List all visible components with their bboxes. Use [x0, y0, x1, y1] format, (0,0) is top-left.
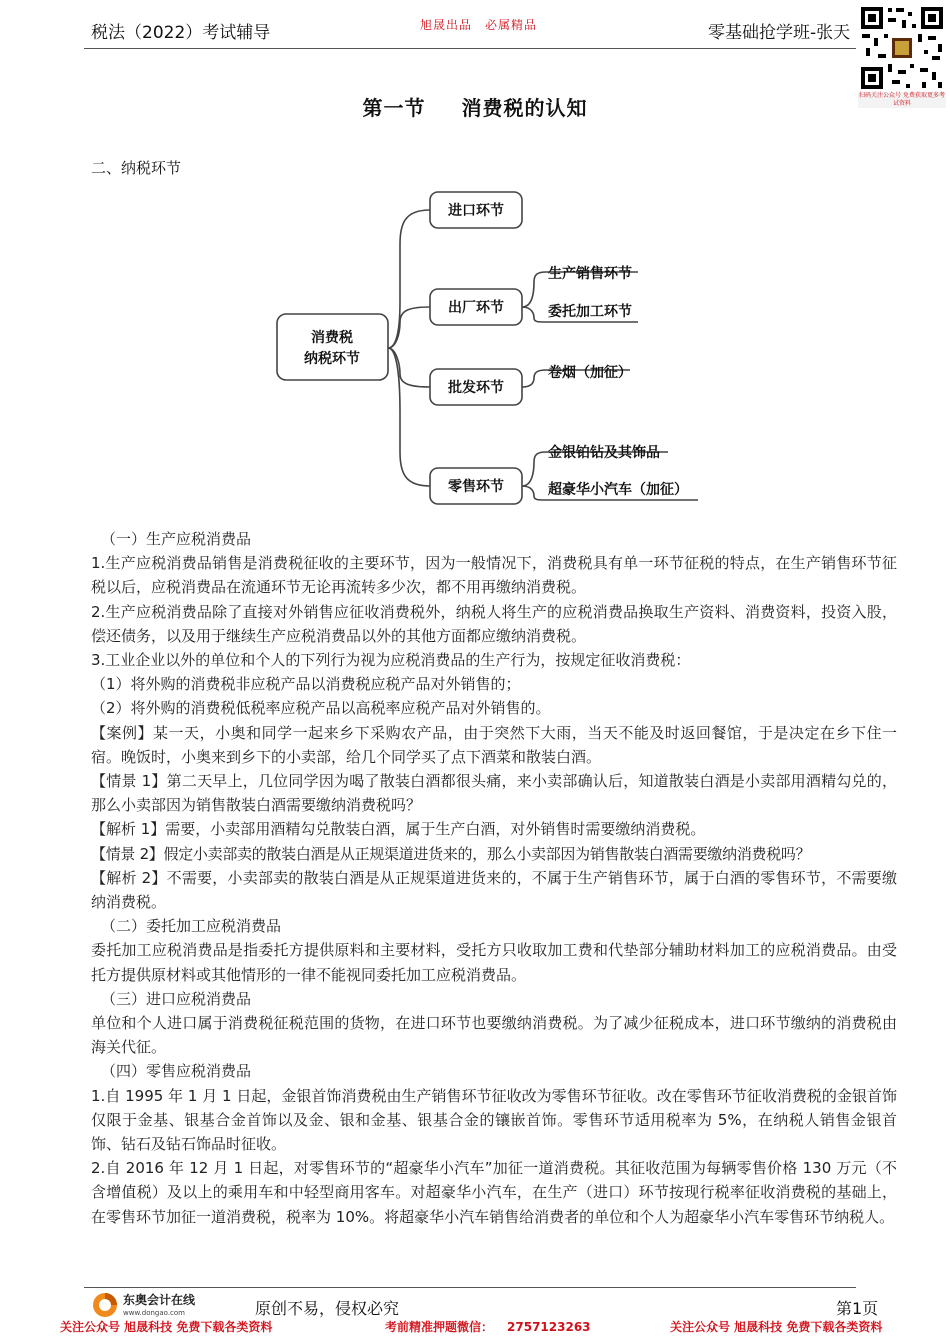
paragraph: 委托加工应税消费品是指委托方提供原料和主要材料，受托方只收取加工费和代垫部分辅助材料加工的应税消费品。由受托方提供原材料或其他情形的一律不能视同委托加工应税消费品。: [91, 941, 897, 984]
footer-wechat-label: 考前精准押题微信：: [385, 1320, 494, 1334]
paragraph: 3.工业企业以外的单位和个人的下列行为视为应税消费品的生产行为，按规定征收消费税：: [91, 651, 691, 670]
footer-wechat-id: 2757123263: [507, 1320, 591, 1334]
logo-url: www.dongao.com: [123, 1309, 185, 1317]
dongao-logo-icon: [91, 1290, 241, 1320]
qr-code-icon: [858, 4, 946, 92]
paragraph: 单位和个人进口属于消费税征税范围的货物，在进口环节也要缴纳消费税。为了减少征税成本，进口环节缴纳的消费税由海关代征。: [91, 1014, 897, 1057]
section-heading: 二、纳税环节: [91, 159, 182, 177]
qr-caption: 扫码关注公众号 免费获取更多考试资料: [859, 92, 945, 107]
connector-retail: [388, 348, 430, 486]
footer-promo-right: 关注公众号 旭晟科技 免费下载各类资料: [670, 1320, 883, 1334]
header-left-title: 税法（2022）考试辅导: [91, 23, 271, 43]
footer-promo-mid: [385, 1318, 591, 1335]
footer-copyright: 原创不易，侵权必究: [255, 1299, 400, 1318]
connector-factory: [388, 307, 430, 348]
leaf-gold-jewelry: 金银铂钻及其饰品: [548, 445, 660, 461]
tax-stage-diagram: [270, 182, 730, 512]
root-node-box: [277, 314, 388, 380]
header-center-slogan: 旭晟出品 必属精品: [420, 18, 538, 32]
list-item: （1）将外购的消费税非应税产品以消费税应税产品对外销售的；: [91, 675, 521, 694]
page-title: [0, 92, 950, 121]
page-title-part2: 消费税的认知: [461, 96, 588, 120]
subheading-entrusted: （二）委托加工应税消费品: [101, 917, 282, 936]
paragraph: 1.自 1995 年 1 月 1 日起，金银首饰消费税由生产销售环节征收改为零售环节征收。改在零售环节征收消费税的金银首饰仅限于金基、银基合金首饰以及金、银和金基、银基合金的镶嵌首饰。零售环节适用税率为 5%，在纳税人销售金银首饰、钻石及钻石饰品时征收。: [91, 1086, 897, 1154]
case-paragraph: 【案例】某一天，小奥和同学一起来乡下采购农产品，由于突然下大雨，当天不能及时返回餐馆，于是决定在乡下住一宿。晚饭时，小奥来到乡下的小卖部，给几个同学买了点下酒菜和散装白酒。: [91, 723, 897, 766]
leaf-luxury-car: 超豪华小汽车（加征）: [548, 482, 688, 498]
body-text: [91, 527, 897, 1229]
analysis-paragraph: 【解析 2】不需要，小卖部卖的散装白酒是从正规渠道进货来的，不属于生产销售环节，属于白酒的零售环节，不需要缴纳消费税。: [91, 868, 897, 912]
scenario-paragraph: 【情景 1】第二天早上，几位同学因为喝了散装白酒都很头痛，来小卖部确认后，知道散装白酒是小卖部用酒精勾兑的，那么小卖部因为销售散装白酒需要缴纳消费税吗？: [91, 772, 897, 815]
node-retail: 零售环节: [448, 479, 504, 495]
header-right-title: 零基础抢学班-张天: [708, 23, 851, 43]
subheading-import: （三）进口应税消费品: [101, 989, 252, 1008]
leaf-production-sale: 生产销售环节: [548, 266, 632, 282]
root-node-line2: 纳税环节: [304, 351, 360, 367]
paragraph: 1.生产应税消费品销售是消费税征收的主要环节，因为一般情况下，消费税具有单一环节征税的特点，在生产销售环节征税以后，应税消费品在流通环节无论再流转多少次，都不用再缴纳消费税。: [91, 554, 897, 597]
page-title-part1: 第一节: [362, 96, 426, 120]
subheading-production: （一）生产应税消费品: [101, 530, 252, 548]
scenario-paragraph: 【情景 2】假定小卖部卖的散装白酒是从正规渠道进货来的，那么小卖部因为销售散装白酒需要缴纳消费税吗？: [91, 844, 811, 863]
root-node-line1: 消费税: [311, 330, 353, 346]
subheading-retail: （四）零售应税消费品: [101, 1062, 252, 1081]
connector-import: [388, 210, 430, 348]
leaf-cigarettes: 卷烟（加征）: [548, 365, 632, 381]
node-wholesale: 批发环节: [448, 380, 504, 396]
footer-page-number: 第1页: [836, 1299, 879, 1318]
header-divider: [84, 48, 856, 49]
footer-divider: [84, 1287, 856, 1288]
logo-name: 东奥会计在线: [123, 1293, 196, 1307]
paragraph: 2.自 2016 年 12 月 1 日起，对零售环节的“超豪华小汽车”加征一道消费税。其征收范围为每辆零售价格 130 万元（不含增值税）及以上的乘用车和中轻型商用客车。对超豪华小汽车，在生产（进口）环节按现行税率征收消费税的基础上，在零售环节加征一道消费税，税率为 10%。将超豪华小汽车销售给消费者的单位和个人为超豪华小汽车零售环节纳税人。: [91, 1159, 897, 1226]
node-import: 进口环节: [448, 203, 504, 219]
analysis-paragraph: 【解析 1】需要，小卖部用酒精勾兑散装白酒，属于生产白酒，对外销售时需要缴纳消费税。: [91, 820, 706, 839]
leaf-entrusted-processing: 委托加工环节: [548, 304, 632, 320]
list-item: （2）将外购的消费税低税率应税产品以高税率应税产品对外销售的。: [91, 699, 551, 718]
node-factory: 出厂环节: [448, 300, 504, 316]
paragraph: 2.生产应税消费品除了直接对外销售应征收消费税外，纳税人将生产的应税消费品换取生产资料、消费资料，投资入股，偿还债务，以及用于继续生产应税消费品以外的其他方面都应缴纳消费税。: [91, 602, 897, 645]
footer-promo-left: 关注公众号 旭晟科技 免费下载各类资料: [60, 1320, 273, 1334]
